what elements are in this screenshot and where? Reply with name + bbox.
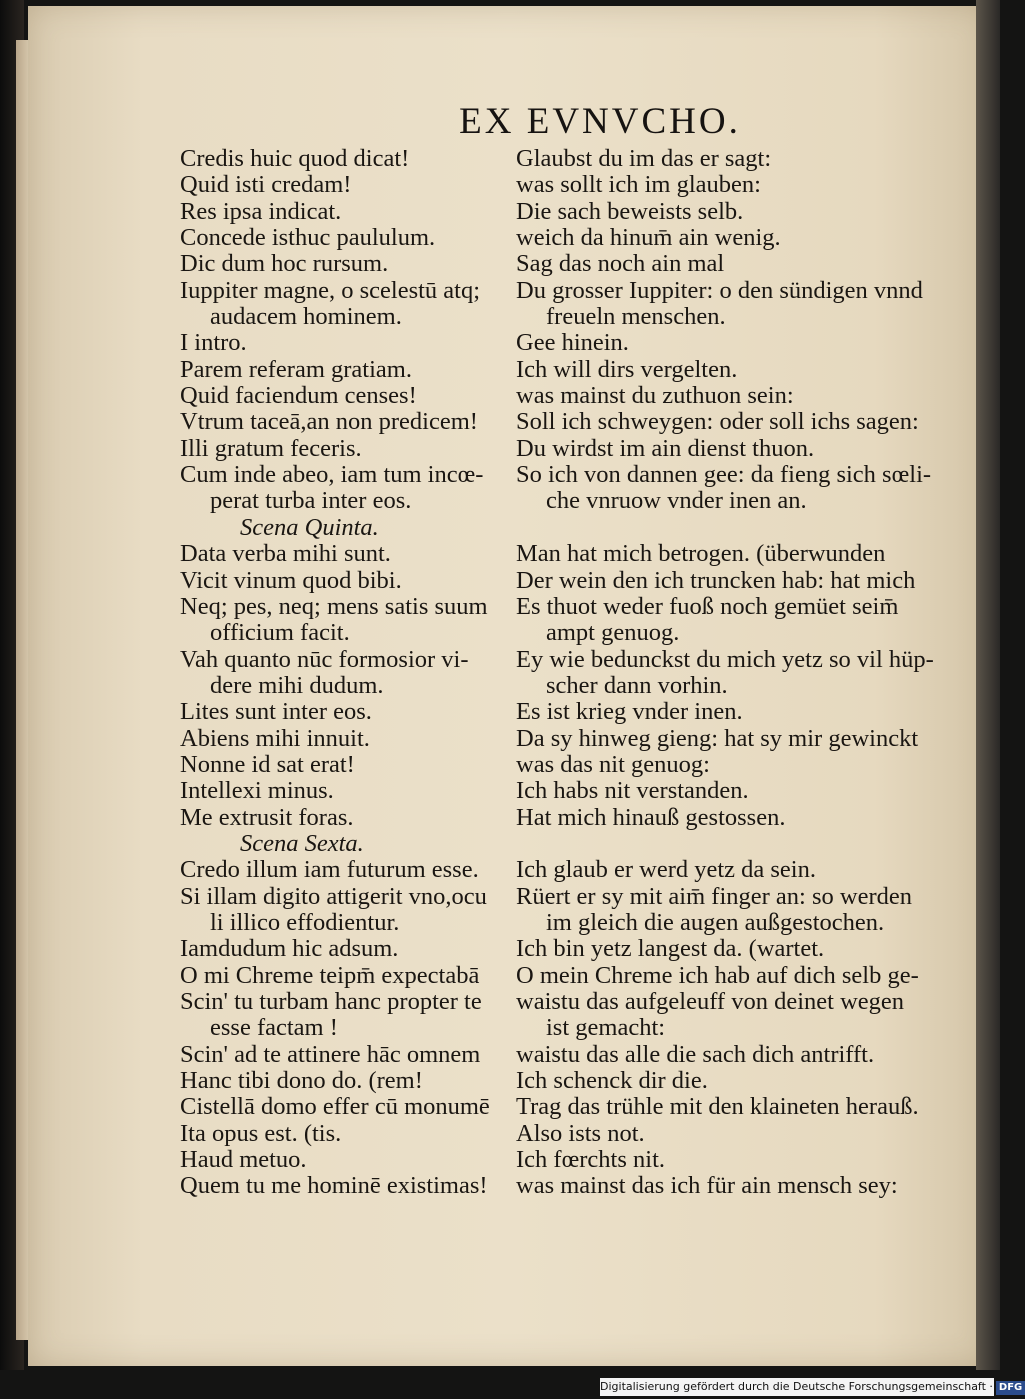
german-line: Hat mich hinauß gestossen. [516, 803, 786, 831]
latin-line: Neq; pes, neq; mens satis suum [180, 592, 488, 620]
latin-line: Res ipsa indicat. [180, 197, 342, 225]
german-line: Ich glaub er werd yetz da sein. [516, 856, 816, 884]
latin-line: perat turba inter eos. [210, 487, 412, 515]
german-line: Ich bin yetz langest da. (wartet. [516, 935, 825, 963]
german-line [516, 831, 952, 857]
german-line: Rüert er sy mit aim̄ finger an: so werden [516, 882, 912, 910]
german-line: was mainst du zuthuon sein: [516, 382, 794, 410]
scene-heading: Scena Quinta. [240, 513, 379, 541]
latin-line: Iuppiter magne, o scelestū atq; [180, 276, 481, 304]
latin-line: Si illam digito attigerit vno,ocu [180, 882, 487, 910]
german-line: Du grosser Iuppiter: o den sündigen vnnd [516, 276, 923, 304]
german-line: was das nit genuog: [516, 750, 710, 778]
german-line: So ich von dannen gee: da fieng sich sœli- [516, 461, 932, 489]
german-line: Ey wie bedunckst du mich yetz so vil hüp- [516, 645, 934, 673]
latin-column [180, 146, 515, 1206]
german-line: Gee hinein. [516, 329, 629, 357]
german-line [516, 515, 952, 541]
latin-line: audacem hominem. [210, 303, 402, 331]
latin-line: Lites sunt inter eos. [180, 698, 372, 726]
latin-line: Data verba mihi sunt. [180, 540, 391, 568]
german-line: scher dann vorhin. [546, 671, 728, 699]
german-line: Es ist krieg vnder inen. [516, 698, 743, 726]
german-line: Du wirdst im ain dienst thuon. [516, 434, 815, 462]
german-line: waistu das alle die sach dich antrifft. [516, 1040, 875, 1068]
running-header: EX EVNVCHO. [459, 101, 741, 142]
digitization-credit [600, 1378, 1023, 1396]
german-line: was sollt ich im glauben: [516, 171, 761, 199]
page-right-edge [976, 0, 1000, 1370]
latin-line: Abiens mihi innuit. [180, 724, 370, 752]
latin-line: Haud metuo. [180, 1146, 307, 1174]
german-line: Ich habs nit verstanden. [516, 777, 749, 805]
german-line: was mainst das ich für ain mensch sey: [516, 1172, 898, 1200]
latin-line: Cum inde abeo, iam tum incœ- [180, 461, 484, 489]
german-line: ampt genuog. [546, 619, 680, 647]
credit-text: Digitalisierung gefördert durch die Deutsche Forschungsgemeinschaft · [600, 1380, 993, 1393]
german-line: Ich will dirs vergelten. [516, 355, 738, 383]
german-line: che vnruow vnder inen an. [546, 487, 807, 515]
latin-line: Quid isti credam! [180, 171, 352, 199]
german-line: waistu das aufgeleuff von deinet wegen [516, 988, 905, 1015]
german-line: im gleich die augen außgestochen. [546, 908, 885, 936]
latin-line: Vtrum taceā,an non predicem! [180, 408, 478, 436]
german-line: Sag das noch ain mal [516, 250, 725, 278]
german-line: Trag das trühle mit den klaineten herauß. [516, 1093, 919, 1121]
latin-line: Parem referam gratiam. [180, 355, 412, 383]
latin-line: Hanc tibi dono do. (rem! [180, 1067, 423, 1095]
german-line: freueln menschen. [546, 303, 726, 331]
german-line: Die sach beweists selb. [516, 197, 744, 225]
latin-line: Vicit vinum quod bibi. [180, 566, 402, 594]
german-line: Glaubst du im das er sagt: [516, 145, 772, 172]
latin-line: Quem tu me hominē existimas! [180, 1172, 488, 1200]
latin-line: Credo illum iam futurum esse. [180, 856, 479, 884]
latin-line: Nonne id sat erat! [180, 750, 355, 778]
latin-line: dere mihi dudum. [210, 671, 384, 699]
latin-line: Credis huic quod dicat! [180, 145, 410, 172]
latin-line: Illi gratum feceris. [180, 434, 362, 462]
scene-heading: Scena Sexta. [240, 829, 364, 857]
latin-line: Dic dum hoc rursum. [180, 250, 389, 278]
latin-line: Intellexi minus. [180, 777, 334, 805]
german-column [516, 146, 952, 1206]
german-line: weich da hinum̄ ain wenig. [516, 224, 781, 252]
german-line: Es thuot weder fuoß noch gemüet seim̄ [516, 592, 899, 620]
latin-line: esse factam ! [210, 1014, 338, 1042]
dfg-logo: DFG [996, 1381, 1025, 1395]
german-line: Also ists not. [516, 1119, 645, 1147]
latin-line: Ita opus est. (tis. [180, 1119, 342, 1147]
latin-line: Scin' tu turbam hanc propter te [180, 988, 482, 1015]
latin-line: Cistellā domo effer cū monumē [180, 1093, 490, 1121]
german-line: Der wein den ich truncken hab: hat mich [516, 566, 916, 594]
latin-line: Iamdudum hic adsum. [180, 935, 399, 963]
latin-line: Me extrusit foras. [180, 803, 354, 831]
german-line: ist gemacht: [546, 1014, 666, 1042]
german-line: Da sy hinweg gieng: hat sy mir gewinckt [516, 724, 919, 752]
german-line: Man hat mich betrogen. (überwunden [516, 540, 886, 568]
latin-line: officium facit. [210, 619, 350, 647]
german-line: Ich schenck dir die. [516, 1067, 708, 1095]
german-line: O mein Chreme ich hab auf dich selb ge- [516, 961, 919, 989]
latin-line: li illico effodientur. [210, 908, 400, 936]
german-line: Soll ich schweygen: oder soll ichs sagen: [516, 408, 919, 436]
german-line: Ich fœrchts nit. [516, 1146, 665, 1174]
latin-line: I intro. [180, 329, 247, 357]
latin-line: Vah quanto nūc formosior vi- [180, 645, 469, 673]
latin-line: Scin' ad te attinere hāc omnem [180, 1040, 481, 1068]
latin-line: Concede isthuc paululum. [180, 224, 436, 252]
latin-line: O mi Chreme teipm̄ expectabā [180, 961, 480, 989]
latin-line: Quid faciendum censes! [180, 382, 417, 410]
